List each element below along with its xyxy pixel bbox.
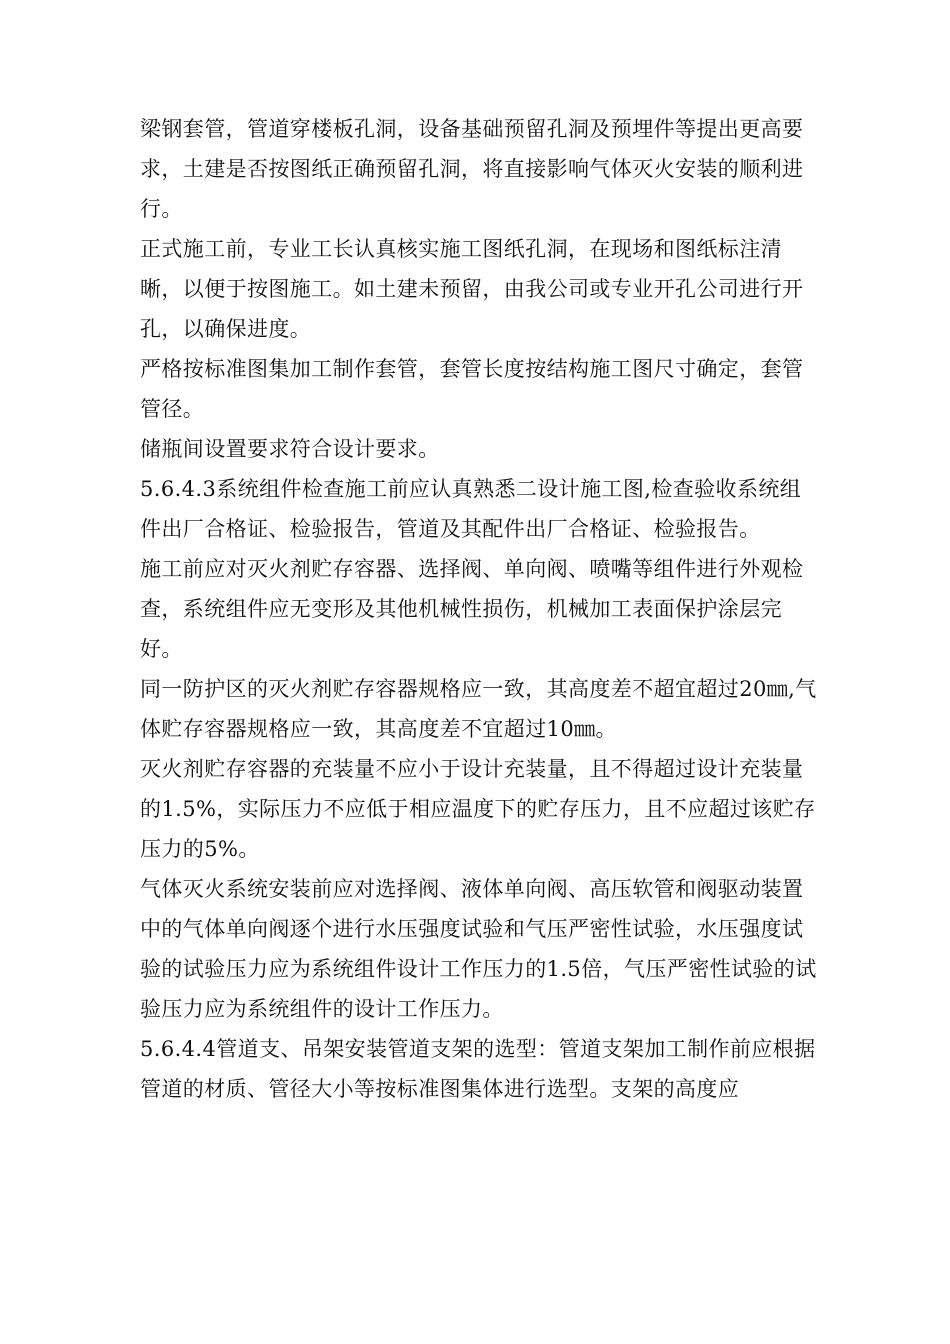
paragraph-sleeve-fabrication: 严格按标准图集加工制作套管，套管长度按结构施工图尺寸确定，套管管径。 [140,357,804,421]
paragraph-component-inspection: 5.6.4.3系统组件检查施工前应认真熟悉二设计施工图,检查验收系统组件出厂合格证、检验报告，管道及其配件出厂合格证、检验报告。 [140,477,802,541]
paragraph-fill-amount: 灭火剂贮存容器的充装量不应小于设计充装量，且不得超过设计充装量的1.5%，实际压力不应低于相应温度下的贮存压力，且不应超过该贮存压力的5%。 [140,757,816,861]
paragraph-visual-inspection: 施工前应对灭火剂贮存容器、选择阀、单向阀、喷嘴等组件进行外观检查，系统组件应无变形及其他机械性损伤，机械加工表面保护涂层完好。 [140,557,804,661]
paragraph-container-height: 同一防护区的灭火剂贮存容器规格应一致，其高度差不超宜超过20㎜,气体贮存容器规格应一致，其高度差不宜超过10㎜。 [140,677,817,741]
paragraph-pipe-support: 5.6.4.4管道支、吊架安装管道支架的选型：管道支架加工制作前应根据管道的材质、管径大小等按标准图集体进行选型。支架的高度应 [140,1037,816,1101]
paragraph-pre-construction-check: 正式施工前，专业工长认真核实施工图纸孔洞，在现场和图纸标注清晰，以便于按图施工。如土建未预留，由我公司或专业开孔公司进行开孔，以确保进度。 [140,237,804,341]
document-body [140,109,820,1109]
paragraph-sleeve-requirements: 梁钢套管，管道穿楼板孔洞，设备基础预留孔洞及预埋件等提出更高要求，土建是否按图纸正确预留孔洞，将直接影响气体灭火安装的顺利进行。 [140,117,804,221]
paragraph-cylinder-room: 储瓶间设置要求符合设计要求。 [140,437,440,461]
paragraph-pressure-test: 气体灭火系统安装前应对选择阀、液体单向阀、高压软管和阀驱动装置中的气体单向阀逐个进行水压强度试验和气压严密性试验，水压强度试验的试验压力应为系统组件设计工作压力的1.5倍，气压严密性试验的试验压力应为系统组件的设计工作压力。 [140,877,817,1021]
